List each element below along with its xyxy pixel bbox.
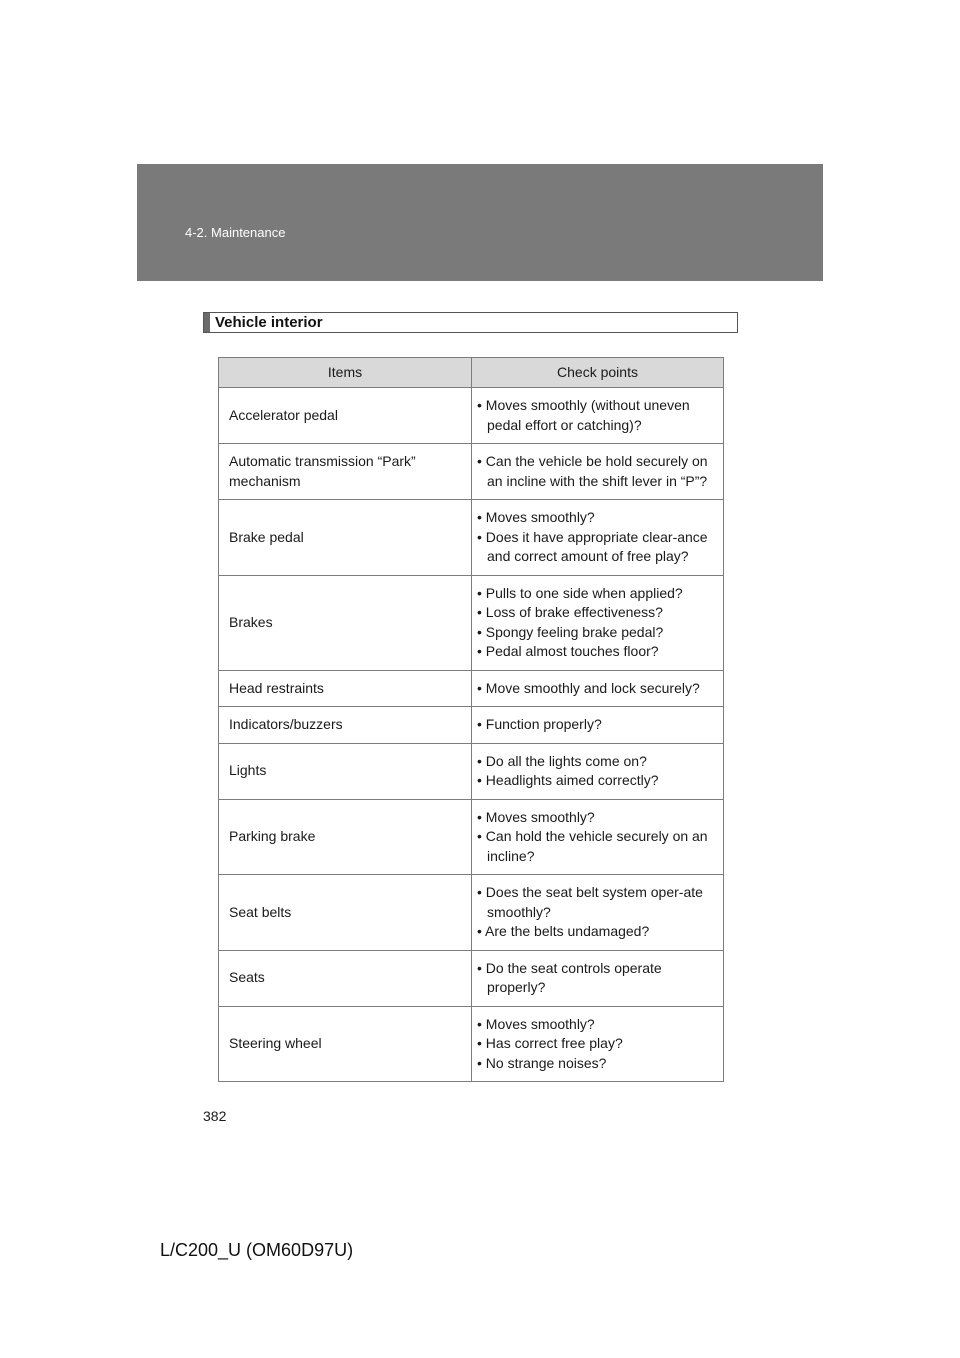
column-header-check-points: Check points <box>472 358 724 388</box>
page-number: 382 <box>203 1108 227 1124</box>
item-cell: Head restraints <box>219 670 472 707</box>
table-row <box>219 670 724 707</box>
check-point: • Loss of brake effectiveness? <box>477 604 663 620</box>
header-band <box>137 164 823 281</box>
table-row <box>219 388 724 444</box>
check-points-cell <box>472 670 724 707</box>
table-row <box>219 444 724 500</box>
check-points-cell <box>472 444 724 500</box>
check-point: • Moves smoothly? <box>477 509 595 525</box>
check-points-cell <box>472 1006 724 1082</box>
check-point: • Pulls to one side when applied? <box>477 584 683 601</box>
item-cell: Accelerator pedal <box>219 388 472 444</box>
table-row <box>219 1006 724 1082</box>
table-row <box>219 875 724 951</box>
check-point: • Moves smoothly? <box>477 808 595 825</box>
check-point: • Does it have appropriate clear-ance and correct amount of free play? <box>477 528 708 564</box>
table-row <box>219 950 724 1006</box>
item-cell: Brakes <box>219 575 472 670</box>
check-point: • Move smoothly and lock securely? <box>477 679 700 696</box>
item-cell: Indicators/buzzers <box>219 707 472 744</box>
item-cell: Steering wheel <box>219 1006 472 1082</box>
check-point: • Can the vehicle be hold securely on an incline with the shift lever in “P”? <box>477 453 708 489</box>
item-cell: Parking brake <box>219 799 472 875</box>
check-point: • Spongy feeling brake pedal? <box>477 623 664 640</box>
check-points-cell <box>472 875 724 951</box>
item-cell: Seats <box>219 950 472 1006</box>
check-point: • No strange noises? <box>477 1054 607 1071</box>
item-cell: Brake pedal <box>219 500 472 576</box>
section-title: Vehicle interior <box>215 314 323 331</box>
table-row <box>219 743 724 799</box>
table-row <box>219 575 724 670</box>
item-cell: Automatic transmission “Park” mechanism <box>219 444 472 500</box>
table-row <box>219 707 724 744</box>
table-body <box>219 388 724 1082</box>
heading-accent-bar <box>204 313 210 332</box>
check-point: • Pedal almost touches floor? <box>477 643 659 659</box>
check-point: • Are the belts undamaged? <box>477 923 650 939</box>
table-header-row <box>219 358 724 388</box>
check-points-cell <box>472 707 724 744</box>
section-label: 4-2. Maintenance <box>185 225 286 240</box>
item-cell: Lights <box>219 743 472 799</box>
section-heading <box>203 312 738 333</box>
check-point: • Do the seat controls operate properly? <box>477 959 662 995</box>
column-header-items: Items <box>219 358 472 388</box>
check-points-cell <box>472 500 724 576</box>
item-cell: Seat belts <box>219 875 472 951</box>
check-point: • Has correct free play? <box>477 1035 623 1051</box>
check-points-cell <box>472 743 724 799</box>
table-row <box>219 799 724 875</box>
footer-code: L/C200_U (OM60D97U) <box>160 1240 354 1260</box>
check-points-cell <box>472 388 724 444</box>
check-point: • Moves smoothly? <box>477 1015 595 1032</box>
check-points-cell <box>472 950 724 1006</box>
check-point: • Does the seat belt system oper-ate smoothly? <box>477 884 703 920</box>
check-point: • Do all the lights come on? <box>477 752 647 769</box>
inspection-table <box>218 357 724 1082</box>
check-point: • Function properly? <box>477 716 602 732</box>
check-point: • Can hold the vehicle securely on an incline? <box>477 828 708 864</box>
check-point: • Headlights aimed correctly? <box>477 772 659 788</box>
check-points-cell <box>472 575 724 670</box>
check-points-cell <box>472 799 724 875</box>
check-point: • Moves smoothly (without uneven pedal effort or catching)? <box>477 397 690 433</box>
table-row <box>219 500 724 576</box>
